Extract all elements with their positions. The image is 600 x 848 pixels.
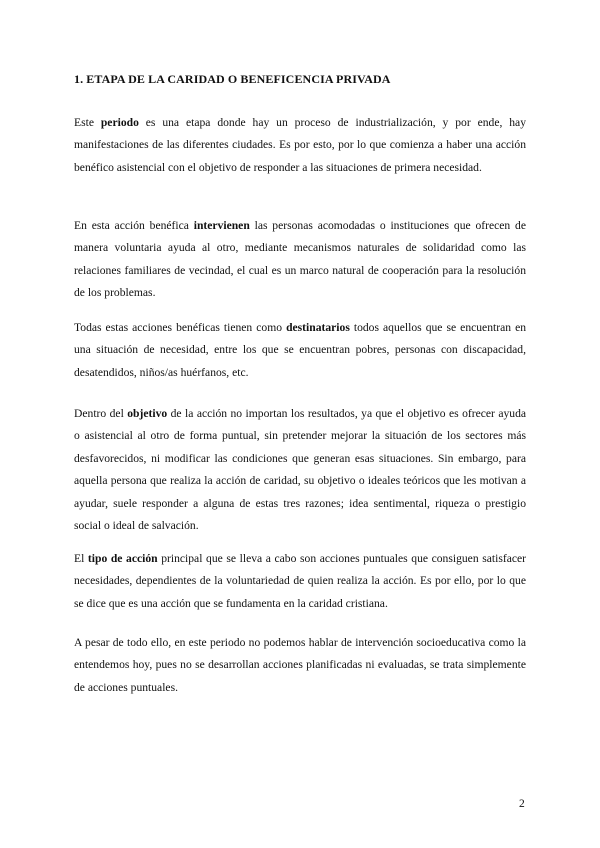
paragraph-periodo (74, 112, 526, 179)
paragraph-text: es una etapa donde hay un proceso de industrialización, y por ende, hay manifestaciones de las diferentes ciudades. Es por esto, por lo que comienza a haber una acción benéfico asistencial con el objetivo de responder a las situaciones de primera necesidad. (74, 116, 526, 174)
paragraph-text: A pesar de todo ello, en este periodo no podemos hablar de intervención socioeducativa como la entendemos hoy, pues no se desarrollan acciones planificadas ni evaluadas, se trata simplemente de acciones puntuales. (74, 636, 526, 694)
paragraph-intervienen (74, 215, 526, 305)
paragraph-tipo-de-accion (74, 548, 526, 615)
paragraph-text: de la acción no importan los resultados, ya que el objetivo es ofrecer ayuda o asistencial al otro de forma puntual, sin pretender mejorar la situación de los sectores más desfavorecidos, ni modificar las condiciones que generan esas situaciones. Sin embargo, para aquella persona que realiza la acción de caridad, su objetivo o ideales teóricos que les motivan a ayudar, suele responder a alguna de estas tres razones; idea sentimental, riqueza o prestigio social o ideal de salvación. (74, 407, 527, 533)
paragraph-conclusion (74, 632, 526, 699)
paragraph-text: Todas estas acciones benéficas tienen como (74, 321, 287, 334)
paragraph-text: principal que se lleva a cabo son acciones puntuales que consiguen satisfacer necesidades, dependientes de la voluntariedad de quien realiza la acción. Es por ello, por lo que se dice que es una acción que se fundamenta en la caridad cristiana. (74, 552, 527, 610)
paragraph-keyword: tipo de acción (87, 552, 158, 565)
paragraph-text: Dentro del (74, 407, 128, 420)
paragraph-text: En esta acción benéfica (74, 219, 194, 232)
page-number: 2 (519, 798, 525, 810)
paragraph-text: El (74, 552, 88, 565)
paragraph-keyword: destinatarios (286, 321, 350, 334)
paragraph-objetivo (74, 403, 526, 537)
paragraph-keyword: periodo (100, 116, 139, 129)
paragraph-keyword: intervienen (193, 219, 250, 232)
paragraph-destinatarios (74, 317, 526, 384)
paragraph-text: las personas acomodadas o instituciones que ofrecen de manera voluntaria ayuda al otro, mediante mecanismos naturales de solidaridad como las relaciones familiares de vecindad, el cual es un marco natural de cooperación para la resolución de los problemas. (74, 219, 526, 300)
paragraph-text: todos aquellos que se encuentran en una situación de necesidad, entre los que se encuentran pobres, personas con discapacidad, desatendidos, niños/as huérfanos, etc. (74, 321, 527, 379)
paragraph-text: Este (74, 116, 101, 129)
section-heading: 1. ETAPA DE LA CARIDAD O BENEFICENCIA PRIVADA (74, 72, 391, 86)
paragraph-keyword: objetivo (127, 407, 168, 420)
